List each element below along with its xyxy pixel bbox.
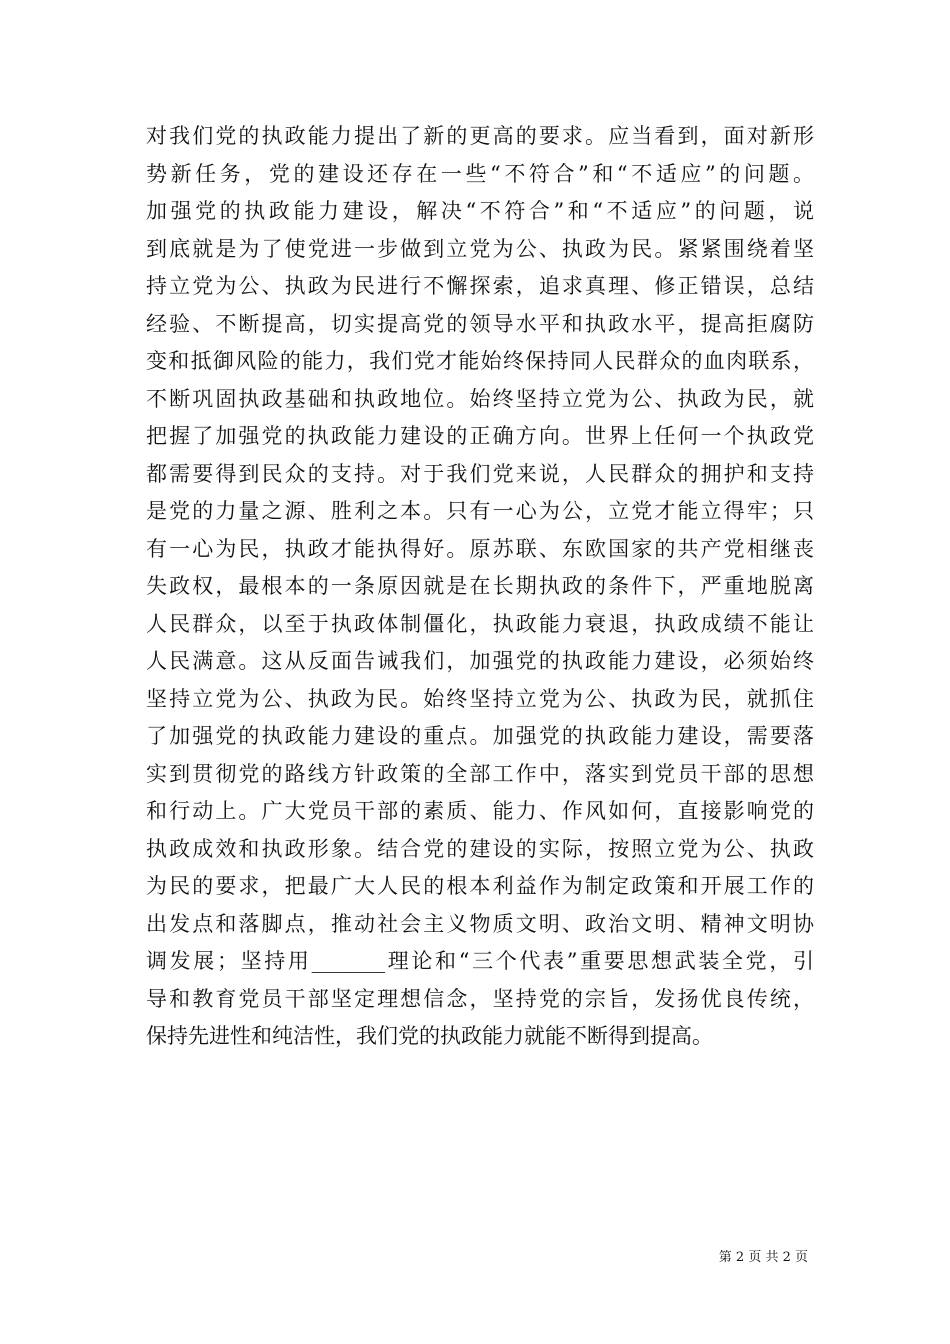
text-line: 为民的要求，把最广大人民的根本利益作为制定政策和开展工作的 xyxy=(146,874,814,898)
text-line: 变和抵御风险的能力，我们党才能始终保持同人民群众的血肉联系， xyxy=(146,349,814,373)
text-line: 人民满意。这从反面告诫我们，加强党的执政能力建设，必须始终 xyxy=(146,649,814,673)
text-line: 把握了加强党的执政能力建设的正确方向。世界上任何一个执政党 xyxy=(146,424,814,448)
text-line: 了加强党的执政能力建设的重点。加强党的执政能力建设，需要落 xyxy=(146,724,814,748)
text-line: 对我们党的执政能力提出了新的更高的要求。应当看到，面对新形 xyxy=(146,124,814,148)
text-line: 出发点和落脚点，推动社会主义物质文明、政治文明、精神文明协 xyxy=(146,911,814,936)
text-line: 和行动上。广大党员干部的素质、能力、作风如何，直接影响党的 xyxy=(146,799,814,823)
text-line: 加强党的执政能力建设，解决“不符合”和“不适应”的问题，说 xyxy=(146,199,814,223)
text-line: 失政权，最根本的一条原因就是在长期执政的条件下，严重地脱离 xyxy=(146,574,814,598)
text-line: 人民群众，以至于执政体制僵化，执政能力衰退，执政成绩不能让 xyxy=(146,611,814,636)
page-footer: 第 2 页 共 2 页 xyxy=(718,1250,808,1265)
text-line: 势新任务，党的建设还存在一些“不符合”和“不适应”的问题。 xyxy=(146,161,814,186)
text-line: 实到贯彻党的路线方针政策的全部工作中，落实到党员干部的思想 xyxy=(146,761,814,786)
text-line: 有一心为民，执政才能执得好。原苏联、东欧国家的共产党相继丧 xyxy=(146,536,814,561)
text-line: 持立党为公、执政为民进行不懈探索，追求真理、修正错误，总结 xyxy=(146,274,814,298)
text-line: 坚持立党为公、执政为民。始终坚持立党为公、执政为民，就抓住 xyxy=(146,686,814,711)
text-line: 保持先进性和纯洁性，我们党的执政能力就能不断得到提高。 xyxy=(146,1024,713,1048)
text-line: 导和教育党员干部坚定理想信念，坚持党的宗旨，发扬优良传统， xyxy=(146,986,814,1011)
text-line: 都需要得到民众的支持。对于我们党来说，人民群众的拥护和支持 xyxy=(146,461,814,486)
text-line: 调发展；坚持用_______理论和“三个代表”重要思想武装全党，引 xyxy=(146,949,814,973)
text-line: 经验、不断提高，切实提高党的领导水平和执政水平，提高拒腐防 xyxy=(146,311,814,336)
text-line: 不断巩固执政基础和执政地位。始终坚持立党为公、执政为民，就 xyxy=(146,386,814,411)
text-line: 执政成效和执政形象。结合党的建设的实际，按照立党为公、执政 xyxy=(146,836,814,861)
body-paragraph xyxy=(146,118,814,1056)
text-line: 是党的力量之源、胜利之本。只有一心为公，立党才能立得牢；只 xyxy=(146,499,814,523)
text-line: 到底就是为了使党进一步做到立党为公、执政为民。紧紧围绕着坚 xyxy=(146,236,814,261)
